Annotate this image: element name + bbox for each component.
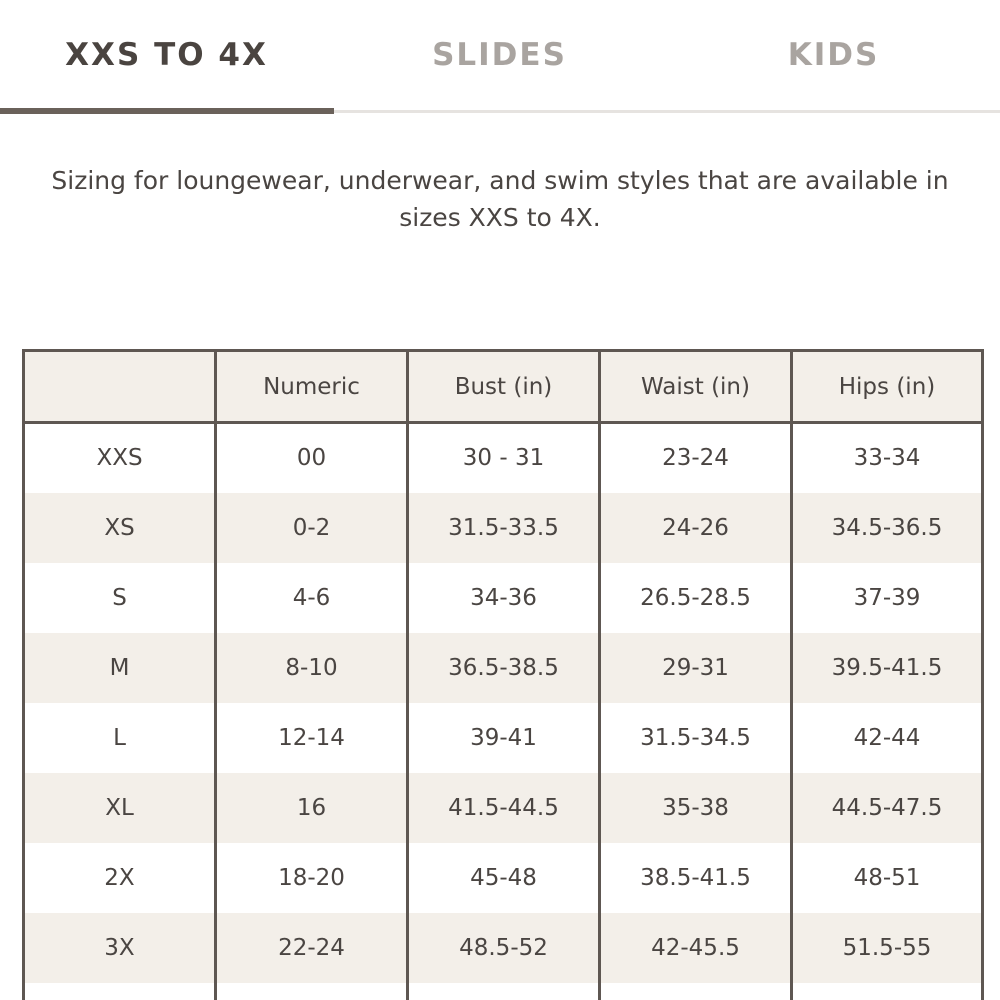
cell-size: XXS [24,423,216,493]
cell-numeric [216,983,408,1000]
cell-waist: 31.5-34.5 [600,703,792,773]
header-waist: Waist (in) [600,351,792,423]
table-row [24,843,983,913]
table-row [24,773,983,843]
cell-hips: 44.5-47.5 [792,773,983,843]
table-row [24,633,983,703]
header-hips: Hips (in) [792,351,983,423]
cell-bust: 31.5-33.5 [408,493,600,563]
cell-numeric: 4-6 [216,563,408,633]
cell-size: XS [24,493,216,563]
cell-numeric: 16 [216,773,408,843]
cell-hips: 37-39 [792,563,983,633]
cell-hips: 33-34 [792,423,983,493]
cell-numeric: 22-24 [216,913,408,983]
table-row [24,703,983,773]
cell-waist: 35-38 [600,773,792,843]
table-row [24,493,983,563]
cell-numeric: 8-10 [216,633,408,703]
cell-bust: 41.5-44.5 [408,773,600,843]
cell-size: 2X [24,843,216,913]
table-header-row [24,351,983,423]
tab-kids[interactable]: KIDS [787,37,880,73]
cell-bust: 34-36 [408,563,600,633]
cell-numeric: 12-14 [216,703,408,773]
size-tabs [0,0,1000,115]
cell-waist: 38.5-41.5 [600,843,792,913]
cell-waist: 23-24 [600,423,792,493]
cell-hips: 51.5-55 [792,913,983,983]
cell-size [24,983,216,1000]
cell-hips: 42-44 [792,703,983,773]
cell-bust: 48.5-52 [408,913,600,983]
cell-hips [792,983,983,1000]
cell-waist: 42-45.5 [600,913,792,983]
cell-waist: 26.5-28.5 [600,563,792,633]
tab-slides[interactable]: SLIDES [432,37,567,73]
table-row [24,423,983,493]
size-chart-table-wrapper [22,349,981,1000]
cell-numeric: 0-2 [216,493,408,563]
cell-waist: 24-26 [600,493,792,563]
cell-size: XL [24,773,216,843]
header-numeric: Numeric [216,351,408,423]
cell-size: 3X [24,913,216,983]
size-chart-table [22,349,984,1000]
cell-waist: 29-31 [600,633,792,703]
cell-hips: 39.5-41.5 [792,633,983,703]
cell-bust: 30 - 31 [408,423,600,493]
cell-hips: 34.5-36.5 [792,493,983,563]
tab-xxs-to-4x[interactable]: XXS TO 4X [65,37,268,73]
table-row [24,563,983,633]
table-row [24,913,983,983]
cell-waist [600,983,792,1000]
header-bust: Bust (in) [408,351,600,423]
cell-bust [408,983,600,1000]
cell-bust: 36.5-38.5 [408,633,600,703]
cell-numeric: 18-20 [216,843,408,913]
cell-bust: 45-48 [408,843,600,913]
cell-hips: 48-51 [792,843,983,913]
cell-numeric: 00 [216,423,408,493]
table-row-partial [24,983,983,1000]
header-size [24,351,216,423]
cell-size: M [24,633,216,703]
size-description: Sizing for loungewear, underwear, and swim styles that are available in sizes XXS to 4X. [51,166,949,232]
active-tab-indicator [0,108,334,114]
cell-size: S [24,563,216,633]
cell-bust: 39-41 [408,703,600,773]
cell-size: L [24,703,216,773]
